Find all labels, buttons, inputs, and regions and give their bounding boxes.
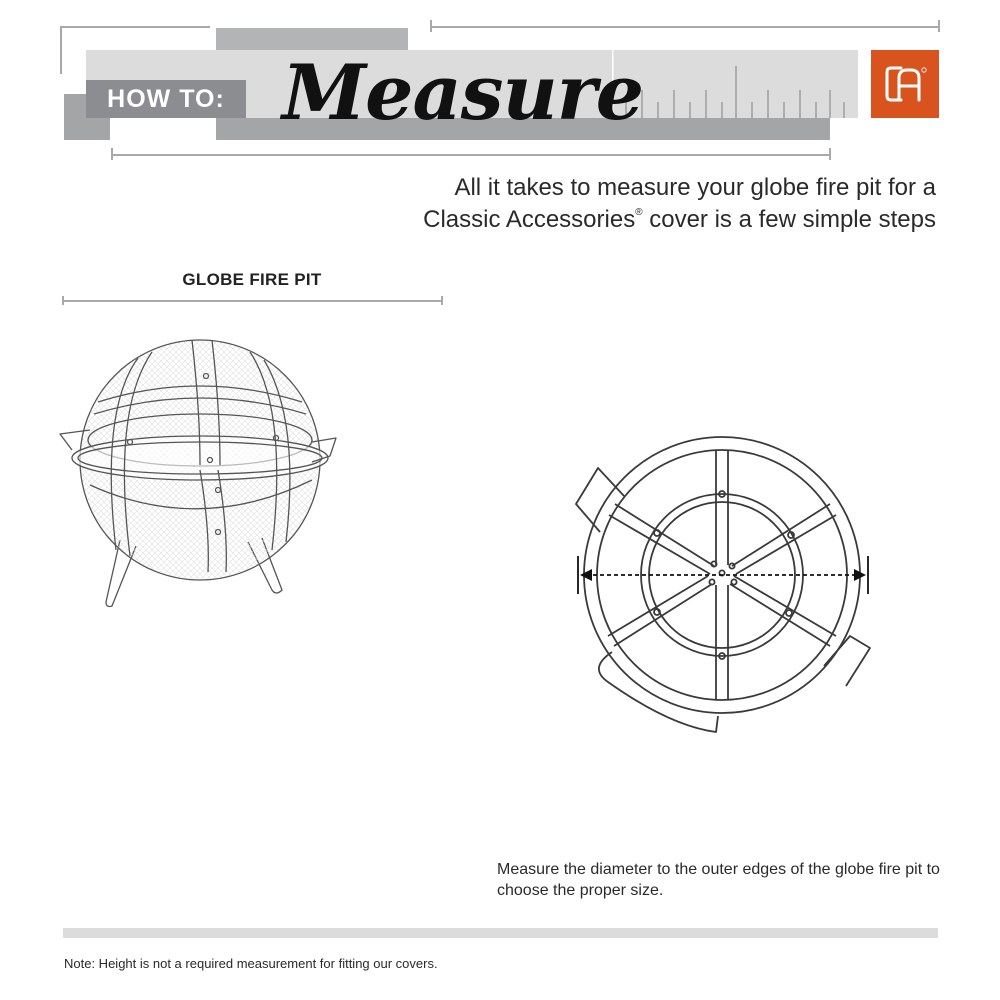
globe-fire-pit-illustration — [50, 310, 350, 620]
banner-rule-top-right-tick-a — [430, 20, 432, 32]
footer-bar — [63, 928, 938, 938]
intro-line-2 — [360, 204, 936, 236]
intro-line-2-rest: cover is a few simple steps — [642, 206, 936, 233]
banner-rule-top-left-h — [60, 26, 210, 28]
section-heading-rule — [62, 300, 442, 302]
brand-logo-mark — [871, 50, 939, 118]
intro-line-1: All it takes to measure your globe fire pit for a — [454, 174, 936, 201]
banner-rule-bottom — [111, 154, 831, 156]
howto-label: HOW TO: — [86, 80, 246, 118]
banner-rule-top-right-tick-b — [938, 20, 940, 32]
footnote: Note: Height is not a required measurement for fitting our covers. — [64, 956, 438, 971]
left-handle — [576, 468, 624, 532]
intro-text — [360, 172, 936, 236]
measure-instruction: Measure the diameter to the outer edges of the globe fire pit to choose the proper size. — [497, 861, 940, 899]
banner-rule-bottom-tick-a — [111, 148, 113, 160]
arrow-left-icon — [580, 569, 592, 581]
brand-logo — [871, 50, 939, 118]
section-heading: GLOBE FIRE PIT — [182, 270, 322, 289]
page-title: Measure — [282, 48, 644, 137]
section-heading-rule-tick-a — [62, 296, 64, 305]
registered-mark: ® — [635, 207, 643, 218]
banner-rule-top-left — [60, 26, 62, 74]
diameter-measure-line — [578, 556, 868, 594]
section-heading-rule-tick-b — [441, 296, 443, 305]
fire-pit-top-view-diagram — [560, 420, 890, 750]
ruler-ticks — [612, 50, 858, 118]
banner-rule-bottom-tick-b — [829, 148, 831, 160]
brand-name: Classic Accessories — [423, 206, 636, 233]
banner-rule-top-right — [430, 26, 940, 28]
